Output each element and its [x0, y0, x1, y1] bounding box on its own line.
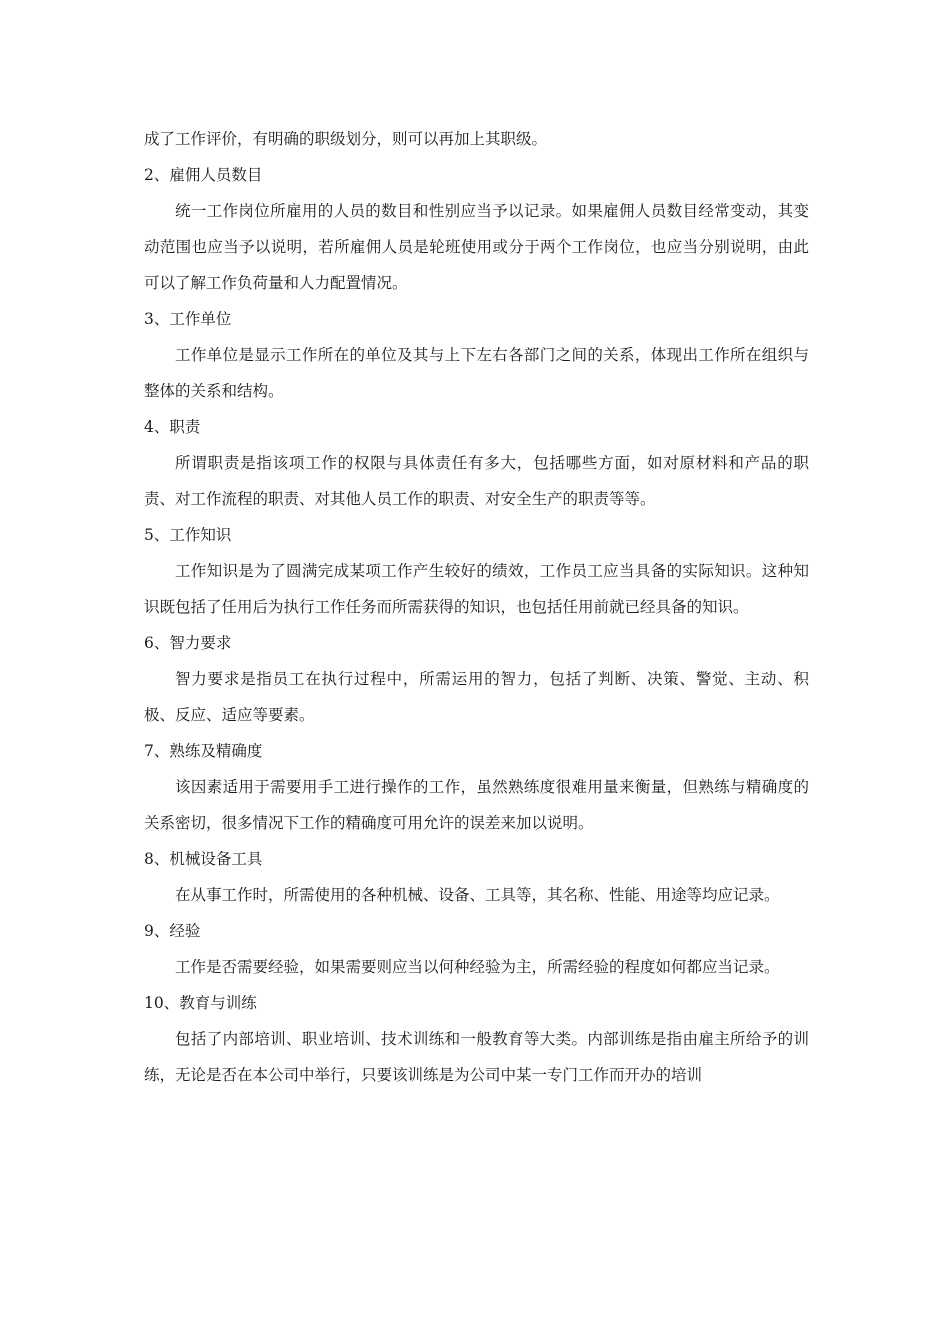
section-heading-9: 9、经验	[144, 922, 201, 940]
document-body	[144, 121, 809, 1093]
section-heading-3: 3、工作单位	[144, 310, 232, 328]
section-body-9: 工作是否需要经验，如果需要则应当以何种经验为主，所需经验的程度如何都应当记录。	[175, 958, 780, 976]
section-heading-8: 8、机械设备工具	[144, 850, 263, 868]
section-body-2: 统一工作岗位所雇用的人员的数目和性别应当予以记录。如果雇佣人员数目经常变动，其变动范围也应当予以说明，若所雇佣人员是轮班使用或分于两个工作岗位，也应当分别说明，由此可以了解工作负荷量和人力配置情况。	[144, 202, 809, 292]
section-heading-10: 10、教育与训练	[144, 994, 257, 1012]
section-body-6: 智力要求是指员工在执行过程中，所需运用的智力，包括了判断、决策、警觉、主动、积极、反应、适应等要素。	[144, 670, 809, 724]
section-body-8: 在从事工作时，所需使用的各种机械、设备、工具等，其名称、性能、用途等均应记录。	[175, 886, 780, 904]
section-heading-6: 6、智力要求	[144, 634, 232, 652]
section-heading-5: 5、工作知识	[144, 526, 232, 544]
section-body-10: 包括了内部培训、职业培训、技术训练和一般教育等大类。内部训练是指由雇主所给予的训练，无论是否在本公司中举行，只要该训练是为公司中某一专门工作而开办的培训	[144, 1030, 809, 1084]
section-body-4: 所谓职责是指该项工作的权限与具体责任有多大，包括哪些方面，如对原材料和产品的职责、对工作流程的职责、对其他人员工作的职责、对安全生产的职责等等。	[144, 454, 809, 508]
section-heading-4: 4、职责	[144, 418, 201, 436]
section-body-3: 工作单位是显示工作所在的单位及其与上下左右各部门之间的关系，体现出工作所在组织与整体的关系和结构。	[144, 346, 809, 400]
section-body-5: 工作知识是为了圆满完成某项工作产生较好的绩效，工作员工应当具备的实际知识。这种知识既包括了任用后为执行工作任务而所需获得的知识，也包括任用前就已经具备的知识。	[144, 562, 809, 616]
section-heading-7: 7、熟练及精确度	[144, 742, 263, 760]
section-heading-2: 2、雇佣人员数目	[144, 166, 263, 184]
section-body-7: 该因素适用于需要用手工进行操作的工作，虽然熟练度很难用量来衡量，但熟练与精确度的关系密切，很多情况下工作的精确度可用允许的误差来加以说明。	[144, 778, 809, 832]
opening-line: 成了工作评价，有明确的职级划分，则可以再加上其职级。	[144, 130, 548, 148]
